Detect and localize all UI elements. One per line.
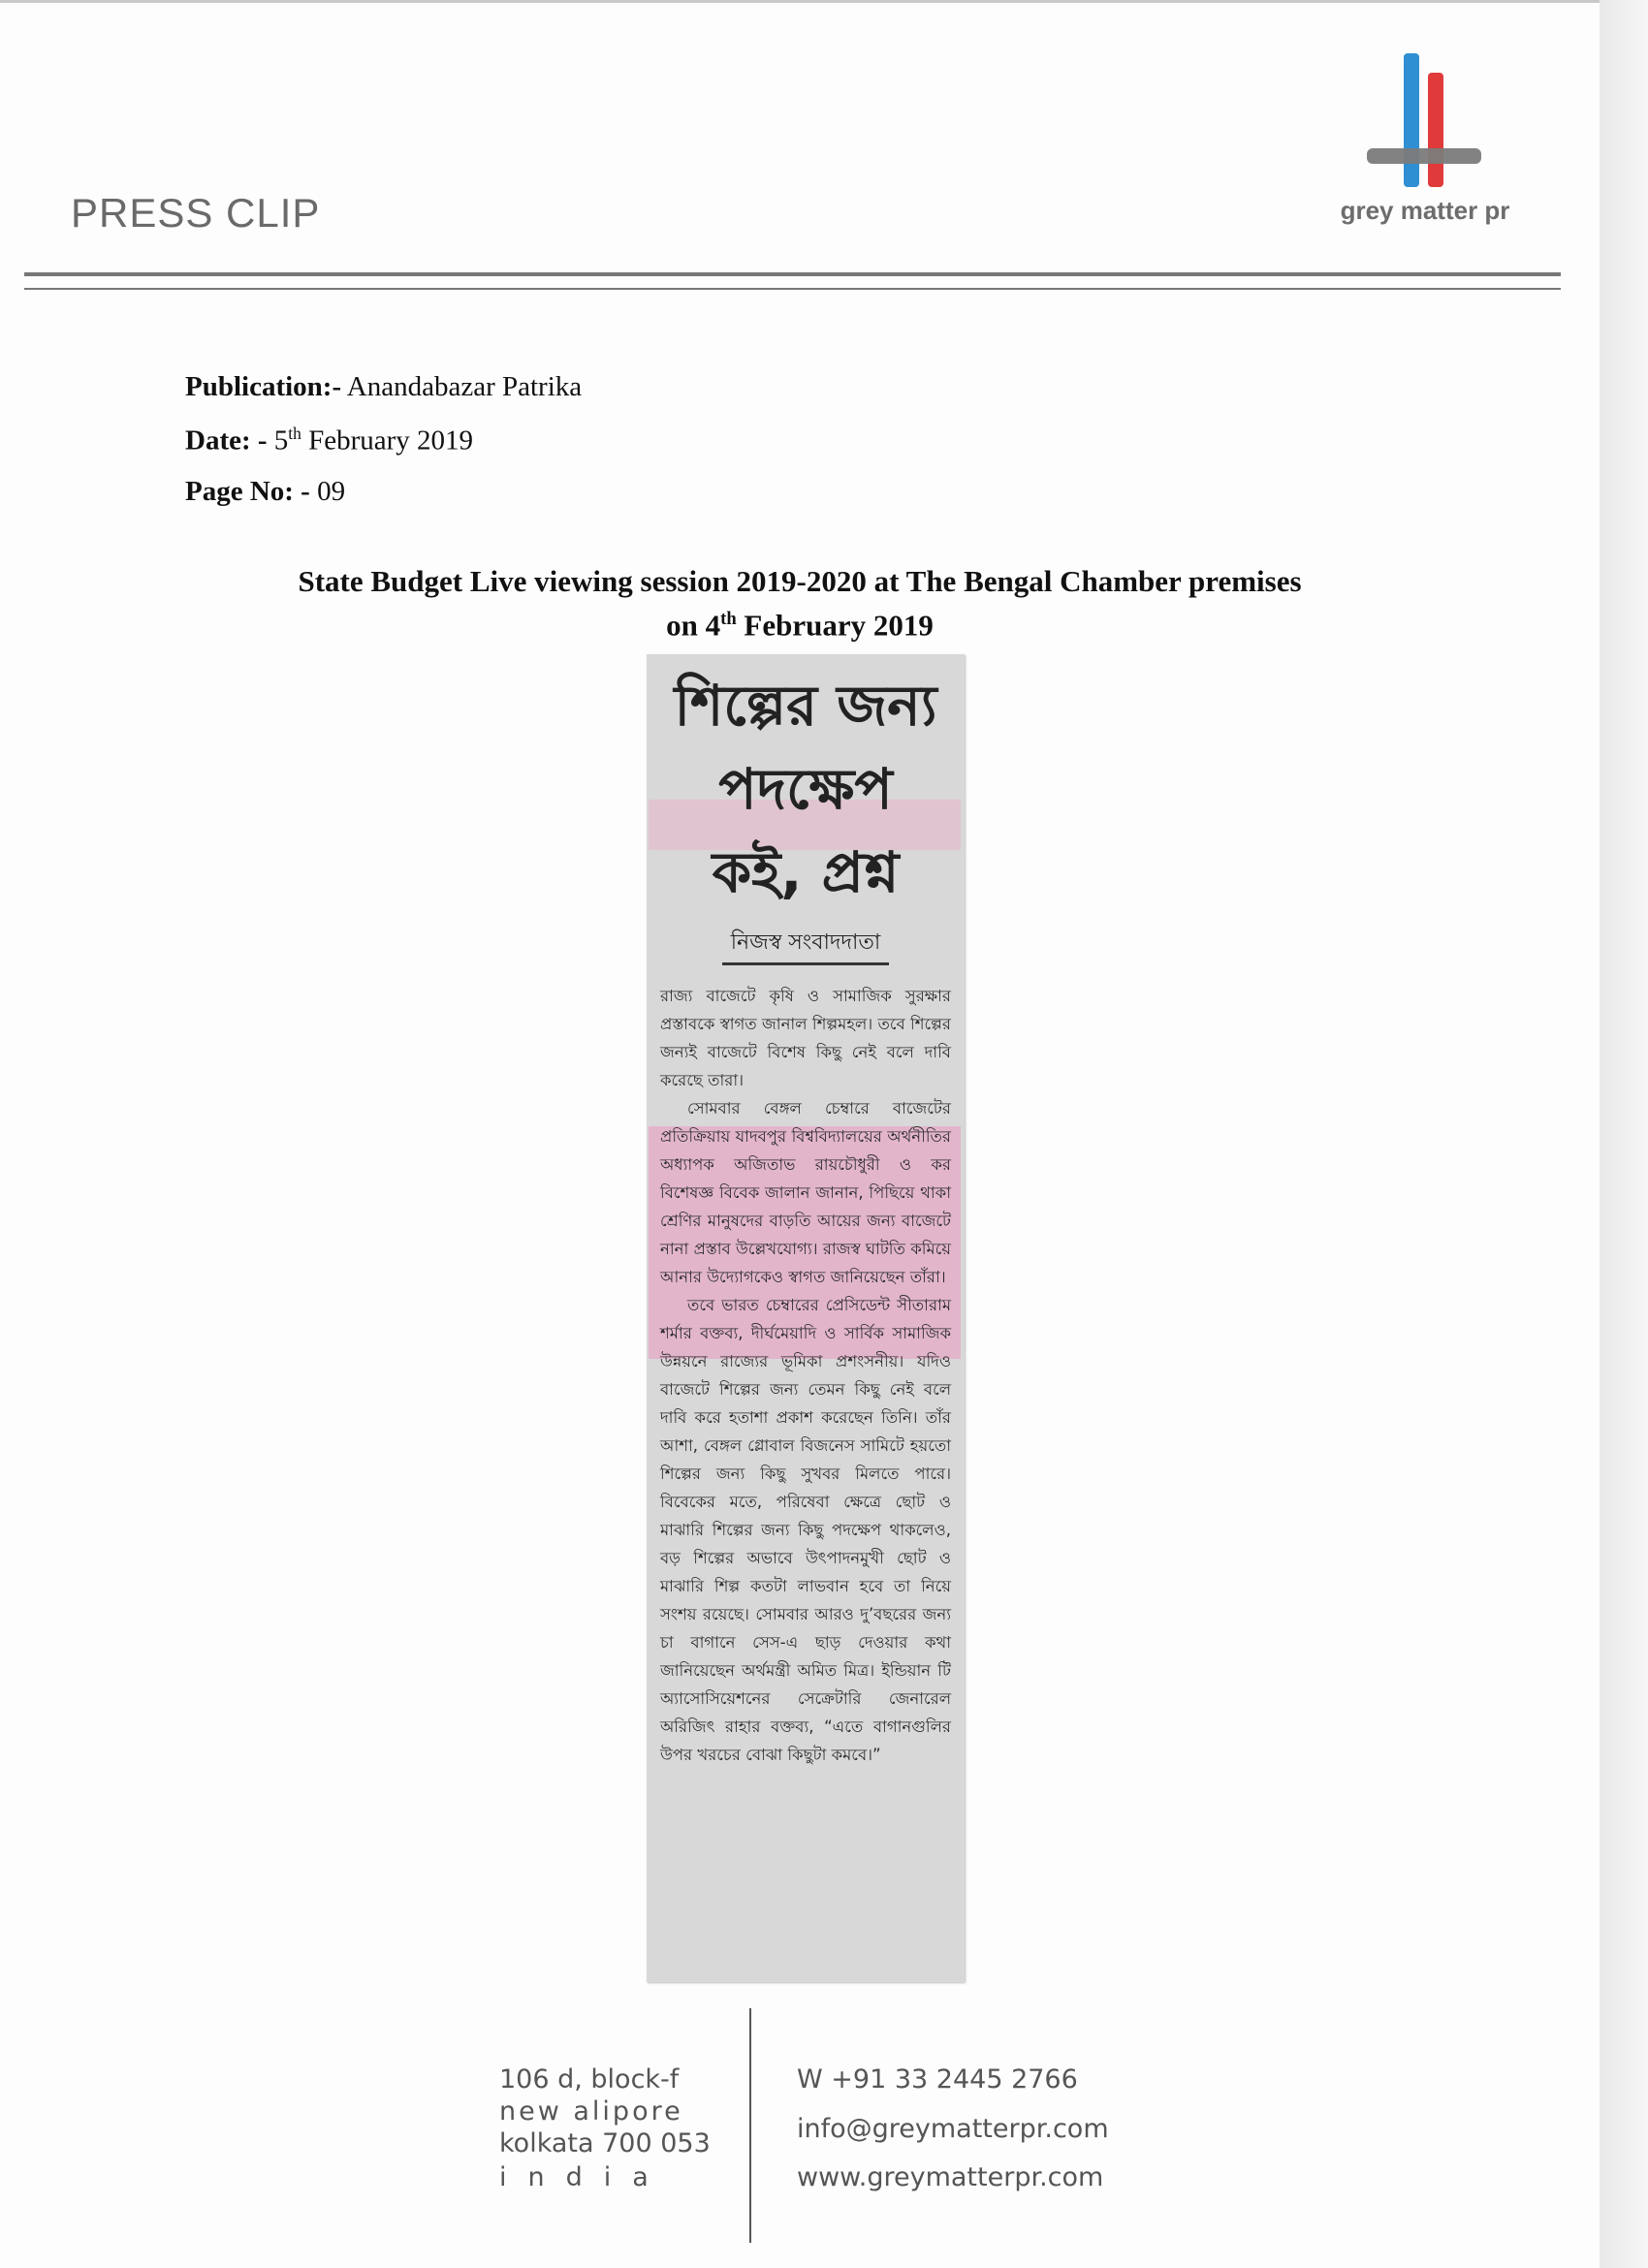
grey-matter-logo [1328,48,1522,233]
header-rule-thin [24,288,1561,290]
logo-grey-bar [1367,148,1481,164]
clipping-title-line-3: কই, প্রশ্ন [712,839,900,905]
clipping-paragraph: রাজ্য বাজেটে কৃষি ও সামাজিক সুরক্ষার প্রস্তাবকে স্বাগত জানাল শিল্পমহল। তবে শিল্পের জন্যই বাজেটে বিশেষ কিছু নেই বলে দাবি করেছে তারা। [660,987,951,1089]
date-rest: February 2019 [308,425,474,457]
header-rule-thick [24,272,1561,276]
clipping-body [660,982,951,1769]
press-clip-label: PRESS CLIP [71,190,321,236]
page-edge-shadow [1600,0,1648,2268]
headline-line-2 [194,600,1406,644]
date-line [185,424,473,457]
date-label: Date: - [185,425,268,457]
footer-divider [749,2008,751,2243]
publication-value: Anandabazar Patrika [346,371,583,402]
clipping-title [647,664,965,914]
footer-email[interactable]: info@greymatterpr.com [797,2114,1109,2144]
publication-line [185,371,582,403]
page-number-line [185,476,345,508]
newspaper-clipping [647,654,965,1982]
headline-line-2-prefix: on 4 [666,608,721,643]
page-value: 09 [317,476,346,507]
headline-line-2-rest: February 2019 [744,608,934,643]
clipping-paragraph: সোমবার বেঙ্গল চেম্বারে বাজেটের প্রতিক্রিয়ায় যাদবপুর বিশ্ববিদ্যালয়ের অর্থনীতির অধ্যাপক অজিতাভ রায়চৌধুরী ও কর বিশেষজ্ঞ বিবেক জালান জানান, পিছিয়ে থাকা শ্রেণির মানুষদের বাড়তি আয়ের জন্য বাজেটে নানা প্রস্তাব উল্লেখযোগ্য। রাজস্ব ঘাটতি কমিয়ে আনার উদ্যোগকেও স্বাগত জানিয়েছেন তাঁরা। [660,1099,951,1286]
clipping-title-line-1: শিল্পের জন্য [674,673,937,739]
logo-text: grey matter pr [1340,196,1510,225]
headline-line-2-suffix: th [720,609,737,629]
publication-label: Publication:- [185,371,342,402]
logo-blue-bar [1404,53,1419,187]
address-line-2: new alipore [499,2096,683,2126]
address-line-3: kolkata 700 053 [499,2128,711,2158]
logo-mark-icon [1367,53,1464,199]
headline-line-1: State Budget Live viewing session 2019-2020 at The Bengal Chamber premises [298,564,1302,598]
date-day: 5 [273,425,289,457]
clipping-paragraph: তবে ভারত চেম্বারের প্রেসিডেন্ট সীতারাম শর্মার বক্তব্য, দীর্ঘমেয়াদি ও সার্বিক সামাজিক উন্নয়নে রাজ্যের ভূমিকা প্রশংসনীয়। যদিও বাজেটে শিল্পের জন্য তেমন কিছু নেই বলে দাবি করে হতাশা প্রকাশ করেছেন তিনি। তাঁর আশা, বেঙ্গল গ্লোবাল বিজনেস সামিটে হয়তো শিল্পের জন্য কিছু সুখবর মিলতে পারে। বিবেকের মতে, পরিষেবা ক্ষেত্রে ছোট ও মাঝারি শিল্পের জন্য কিছু পদক্ষেপ থাকলেও, বড় শিল্পের অভাবে উৎপাদনমুখী ছোট ও মাঝারি শিল্প কতটা লাভবান হবে তা নিয়ে সংশয় রয়েছে। সোমবার আরও দু’বছরের জন্য চা বাগানে সেস-এ ছাড় দেওয়ার কথা জানিয়েছেন অর্থমন্ত্রী অমিত মিত্র। ইন্ডিয়ান টি অ্যাসোসিয়েশনের সেক্রেটারি জেনারেল অরিজিৎ রাহার বক্তব্য, “এতে বাগানগুলির উপর খরচের বোঝা কিছুটা কমবে।” [660,1296,951,1764]
clipping-byline: নিজস্ব সংবাদদাতা [730,930,881,955]
address-line-4: india [499,2162,670,2192]
date-suffix: th [288,424,301,443]
clip-headline [194,562,1406,644]
footer-phone: W +91 33 2445 2766 [797,2064,1078,2095]
top-edge-line [0,0,1600,3]
page-label: Page No: - [185,476,310,507]
address-line-1: 106 d, block-f [499,2064,680,2095]
logo-red-bar [1428,73,1443,187]
byline-rule [722,962,889,965]
clipping-title-line-2: পদক্ষেপ [718,756,893,822]
footer-website[interactable]: www.greymatterpr.com [797,2162,1104,2192]
